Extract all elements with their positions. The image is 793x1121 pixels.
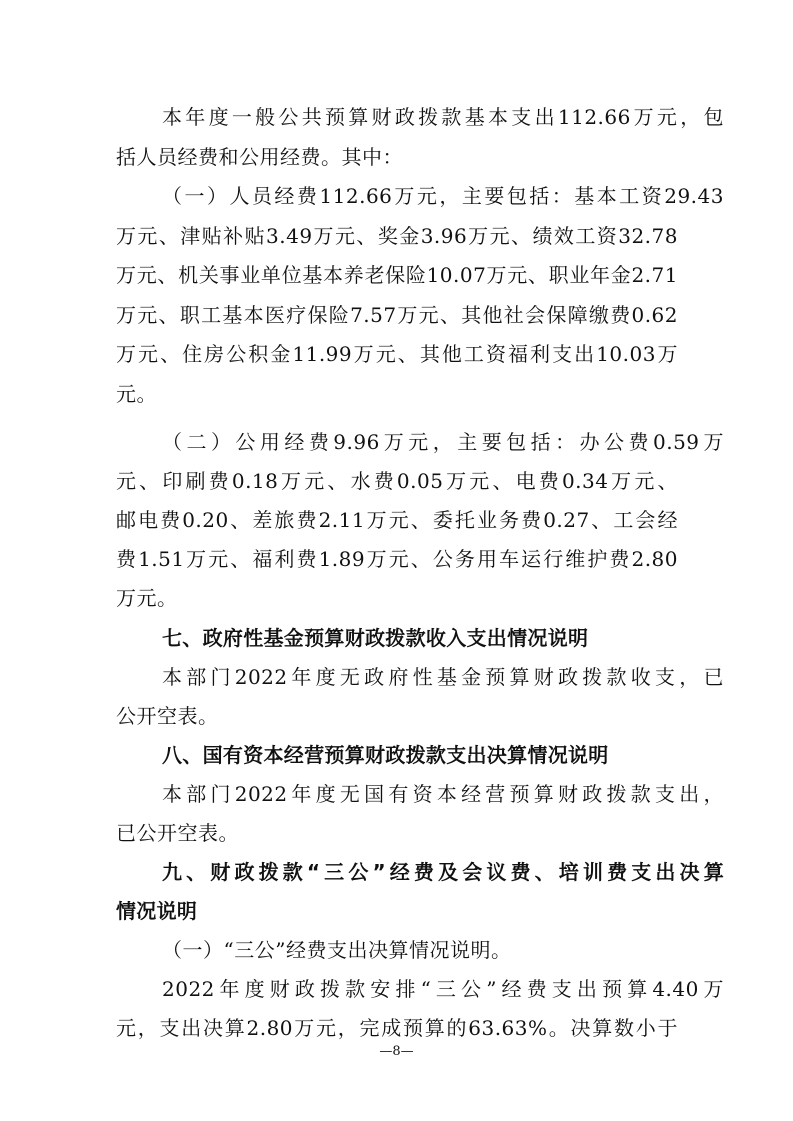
paragraph-line: 元。 bbox=[116, 382, 157, 406]
section-heading: 七、政府性基金预算财政拨款收入支出情况说明 bbox=[162, 626, 589, 650]
paragraph-line: 本年度一般公共预算财政拨款基本支出112.66万元，包 bbox=[162, 105, 724, 129]
paragraph-line: 万元、职工基本医疗保险7.57万元、其他社会保障缴费0.62 bbox=[116, 303, 678, 327]
paragraph-line: 万元、津贴补贴3.49万元、奖金3.96万元、绩效工资32.78 bbox=[116, 224, 678, 248]
paragraph-line: 公开空表。 bbox=[116, 704, 219, 728]
paragraph-line: （二）公用经费9.96万元，主要包括：办公费0.59万 bbox=[162, 430, 724, 454]
paragraph-line: 邮电费0.20、差旅费2.11万元、委托业务费0.27、工会经 bbox=[116, 508, 678, 532]
page-number: —8— bbox=[379, 1044, 414, 1059]
paragraph-line: 本部门2022年度无国有资本经营预算财政拨款支出， bbox=[162, 782, 724, 806]
paragraph-line: 万元、住房公积金11.99万元、其他工资福利支出10.03万 bbox=[116, 342, 678, 366]
section-heading: 情况说明 bbox=[116, 899, 198, 923]
paragraph-line: 万元、机关事业单位基本养老保险10.07万元、职业年金2.71 bbox=[116, 263, 678, 287]
paragraph-line: 费1.51万元、福利费1.89万元、公务用车运行维护费2.80 bbox=[116, 547, 678, 571]
paragraph-line: 已公开空表。 bbox=[116, 821, 239, 845]
section-heading: 九、财政拨款“三公”经费及会议费、培训费支出决算 bbox=[162, 860, 724, 884]
subsection-heading: （一）“三公”经费支出决算情况说明。 bbox=[162, 938, 512, 962]
section-heading: 八、国有资本经营预算财政拨款支出决算情况说明 bbox=[162, 743, 609, 767]
paragraph-line: 本部门2022年度无政府性基金预算财政拨款收支，已 bbox=[162, 665, 724, 689]
paragraph-line: 万元。 bbox=[116, 586, 178, 610]
paragraph-line: （一）人员经费112.66万元，主要包括：基本工资29.43 bbox=[162, 184, 724, 208]
paragraph-line: 元、印刷费0.18万元、水费0.05万元、电费0.34万元、 bbox=[116, 469, 678, 493]
paragraph-line: 2022年度财政拨款安排“三公”经费支出预算4.40万 bbox=[162, 977, 724, 1001]
paragraph-line: 元，支出决算2.80万元，完成预算的63.63%。决算数小于 bbox=[116, 1016, 678, 1040]
paragraph-line: 括人员经费和公用经费。其中： bbox=[116, 145, 403, 169]
